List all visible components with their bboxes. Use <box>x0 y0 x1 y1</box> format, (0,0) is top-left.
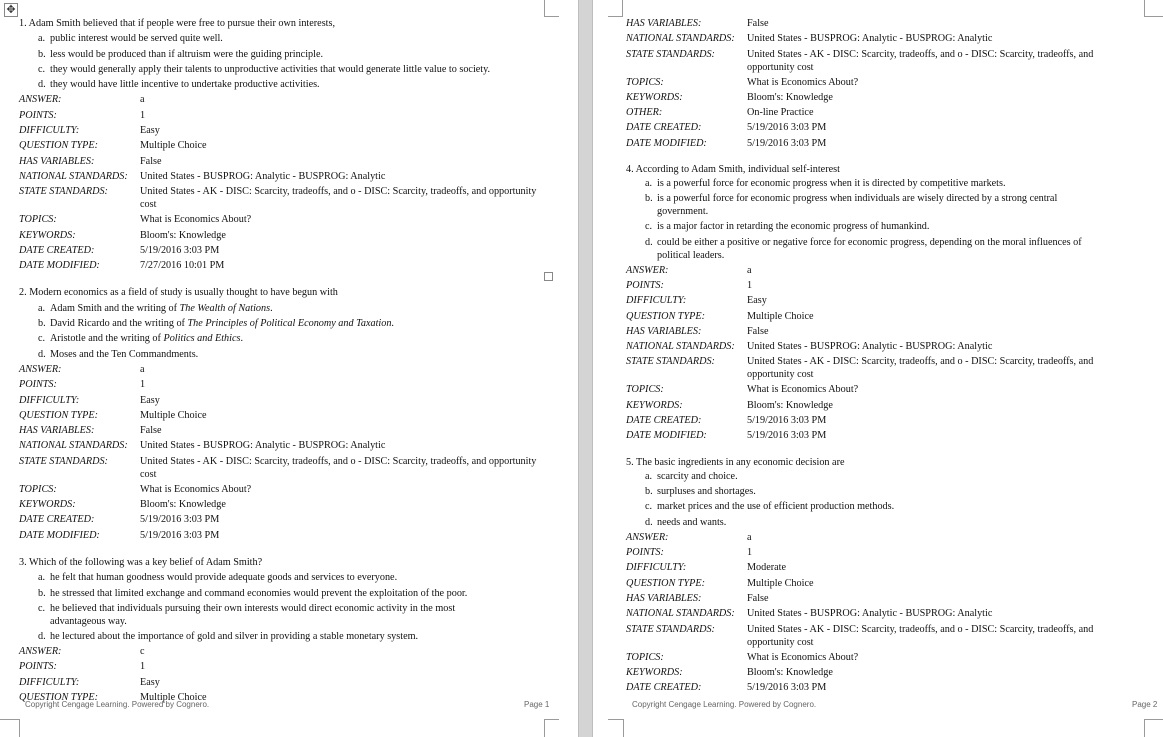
keywords-row: KEYWORDS: Bloom's: Knowledge <box>626 666 833 678</box>
points-row: POINTS: 1 <box>19 109 146 121</box>
date-created-row: DATE CREATED: 5/19/2016 3:03 PM <box>626 122 827 134</box>
choice-b: b. is a powerful force for economic progress when individuals are wisely directed by a strong central government. <box>645 193 1058 218</box>
footer-copyright: Copyright Cengage Learning. Powered by Cognero. <box>632 700 817 709</box>
choice-d: d. needs and wants. <box>645 516 727 528</box>
answer-row: ANSWER: c <box>19 646 145 658</box>
crop-mark-bottom-left <box>608 719 624 737</box>
points-row: POINTS: 1 <box>626 547 753 559</box>
date-modified-row: DATE MODIFIED: 7/27/2016 10:01 PM <box>19 260 225 272</box>
topics-row: TOPICS: What is Economics About? <box>626 651 859 663</box>
difficulty-row: DIFFICULTY: Easy <box>19 676 160 688</box>
question-type-row: QUESTION TYPE: Multiple Choice <box>19 691 207 703</box>
question-type-row: QUESTION TYPE: Multiple Choice <box>626 577 814 589</box>
national-standards-row: NATIONAL STANDARDS: United States - BUSPROG: Analytic - BUSPROG: Analytic <box>19 170 386 182</box>
choice-d: d. he lectured about the importance of gold and silver in providing a stable monetary system. <box>38 630 419 642</box>
difficulty-row: DIFFICULTY: Easy <box>626 295 767 307</box>
question-text: 4. According to Adam Smith, individual self-interest <box>626 164 840 176</box>
choice-b: b. he stressed that limited exchange and command economies would prevent the exploitation of the poor. <box>38 587 468 599</box>
page-gutter <box>578 0 593 737</box>
answer-row: ANSWER: a <box>626 264 752 276</box>
question-type-row: QUESTION TYPE: Multiple Choice <box>19 409 207 421</box>
has-variables-row: HAS VARIABLES: False <box>19 425 162 437</box>
state-standards-row: STATE STANDARDS: United States - AK - DISC: Scarcity, tradeoffs, and o - DISC: Scarcity, tradeoffs, and opportunity cost <box>19 186 537 211</box>
date-modified-row: DATE MODIFIED: 5/19/2016 3:03 PM <box>626 137 827 149</box>
question-type-row: QUESTION TYPE: Multiple Choice <box>626 310 814 322</box>
state-standards-row: STATE STANDARDS: United States - AK - DISC: Scarcity, tradeoffs, and o - DISC: Scarcity, tradeoffs, and opportunity cost <box>626 623 1094 648</box>
points-row: POINTS: 1 <box>19 379 146 391</box>
choice-a: a. is a powerful force for economic progress when it is directed by competitive markets. <box>645 178 1006 190</box>
date-created-row: DATE CREATED: 5/19/2016 3:03 PM <box>626 682 827 694</box>
topics-row: TOPICS: What is Economics About? <box>626 384 859 396</box>
difficulty-row: DIFFICULTY: Easy <box>19 394 160 406</box>
date-created-row: DATE CREATED: 5/19/2016 3:03 PM <box>19 244 220 256</box>
topics-row: TOPICS: What is Economics About? <box>19 214 252 226</box>
answer-row: ANSWER: a <box>626 531 752 543</box>
choice-d: d. they would have little incentive to undertake productive activities. <box>38 79 320 91</box>
question-3-continued <box>626 16 1136 151</box>
question-type-row: QUESTION TYPE: Multiple Choice <box>19 140 207 152</box>
national-standards-row: NATIONAL STANDARDS: United States - BUSPROG: Analytic - BUSPROG: Analytic <box>626 341 993 353</box>
choice-d: d. could be either a positive or negative force for economic progress, depending on the moral influences of political leaders. <box>645 236 1082 261</box>
document-page-2 <box>593 0 1163 737</box>
keywords-row: KEYWORDS: Bloom's: Knowledge <box>19 499 226 511</box>
choice-c: c. Aristotle and the writing of Politics and Ethics. <box>38 333 243 345</box>
national-standards-row: NATIONAL STANDARDS: United States - BUSPROG: Analytic - BUSPROG: Analytic <box>19 440 386 452</box>
has-variables-row: HAS VARIABLES: False <box>626 325 769 337</box>
keywords-row: KEYWORDS: Bloom's: Knowledge <box>19 229 226 241</box>
choice-c: c. is a major factor in retarding the economic progress of humankind. <box>645 221 930 233</box>
other-row: OTHER: On-line Practice <box>626 107 814 119</box>
answer-row: ANSWER: a <box>19 363 145 375</box>
choice-a: a. he felt that human goodness would provide adequate goods and services to everyone. <box>38 572 398 584</box>
question-text: 1. Adam Smith believed that if people were free to pursue their own interests, <box>19 18 336 29</box>
crop-mark-top-right <box>544 0 559 17</box>
footer-copyright: Copyright Cengage Learning. Powered by Cognero. <box>25 700 210 709</box>
date-created-row: DATE CREATED: 5/19/2016 3:03 PM <box>626 415 827 427</box>
question-text: 5. The basic ingredients in any economic decision are <box>626 456 845 468</box>
question-4 <box>626 163 1136 444</box>
keywords-row: KEYWORDS: Bloom's: Knowledge <box>626 91 833 103</box>
choice-d: d. Moses and the Ten Commandments. <box>38 348 199 360</box>
state-standards-row: STATE STANDARDS: United States - AK - DISC: Scarcity, tradeoffs, and o - DISC: Scarcity, tradeoffs, and opportunity cost <box>19 455 537 480</box>
choice-b: b. surpluses and shortages. <box>645 485 756 497</box>
footer-page-number: Page 2 <box>1132 700 1158 709</box>
has-variables-row: HAS VARIABLES: False <box>626 593 769 605</box>
question-1 <box>19 16 544 273</box>
crop-mark-bottom-right <box>544 719 559 737</box>
crop-mark-top-right <box>1144 0 1163 17</box>
answer-row: ANSWER: a <box>19 94 145 106</box>
choice-a: a. Adam Smith and the writing of The Wealth of Nations. <box>38 302 273 314</box>
footer-page-number: Page 1 <box>524 700 550 709</box>
crop-mark-top-left <box>608 0 623 17</box>
points-row: POINTS: 1 <box>626 279 753 291</box>
anchor-box[interactable] <box>544 272 553 281</box>
document-page-1 <box>0 0 578 737</box>
has-variables-row: HAS VARIABLES: False <box>19 155 162 167</box>
date-created-row: DATE CREATED: 5/19/2016 3:03 PM <box>19 514 220 526</box>
crop-mark-bottom-left <box>0 719 20 737</box>
topics-row: TOPICS: What is Economics About? <box>19 483 252 495</box>
date-modified-row: DATE MODIFIED: 5/19/2016 3:03 PM <box>626 430 827 442</box>
has-variables-row: HAS VARIABLES: False <box>626 18 769 29</box>
choice-c: c. he believed that individuals pursuing their own interests would direct economic activity in the most advantageous way. <box>38 602 456 627</box>
choice-b: b. David Ricardo and the writing of The Principles of Political Economy and Taxation. <box>38 318 394 330</box>
page-1-content <box>19 16 544 705</box>
question-2 <box>19 285 544 542</box>
national-standards-row: NATIONAL STANDARDS: United States - BUSPROG: Analytic - BUSPROG: Analytic <box>626 33 993 45</box>
topics-row: TOPICS: What is Economics About? <box>626 76 859 88</box>
choice-a: a. public interest would be served quite well. <box>38 33 223 45</box>
question-3 <box>19 555 544 705</box>
keywords-row: KEYWORDS: Bloom's: Knowledge <box>626 399 833 411</box>
difficulty-row: DIFFICULTY: Moderate <box>626 562 787 574</box>
question-5 <box>626 456 1136 696</box>
page-2-content <box>626 16 1136 696</box>
choice-a: a. scarcity and choice. <box>645 470 738 482</box>
points-row: POINTS: 1 <box>19 661 146 673</box>
date-modified-row: DATE MODIFIED: 5/19/2016 3:03 PM <box>19 529 220 541</box>
choice-b: b. less would be produced than if altruism were the guiding principle. <box>38 48 324 60</box>
move-handle-icon[interactable]: ✥ <box>4 3 18 17</box>
choice-c: c. market prices and the use of efficient production methods. <box>645 501 895 513</box>
question-text: 3. Which of the following was a key belief of Adam Smith? <box>19 556 263 568</box>
state-standards-row: STATE STANDARDS: United States - AK - DISC: Scarcity, tradeoffs, and o - DISC: Scarcity, tradeoffs, and opportunity cost <box>626 48 1094 73</box>
state-standards-row: STATE STANDARDS: United States - AK - DISC: Scarcity, tradeoffs, and o - DISC: Scarcity, tradeoffs, and opportunity cost <box>626 356 1094 381</box>
question-text: 2. Modern economics as a field of study is usually thought to have begun with <box>19 287 338 299</box>
difficulty-row: DIFFICULTY: Easy <box>19 125 160 137</box>
choice-c: c. they would generally apply their talents to unproductive activities that would generate little value to society. <box>38 63 491 75</box>
national-standards-row: NATIONAL STANDARDS: United States - BUSPROG: Analytic - BUSPROG: Analytic <box>626 608 993 620</box>
crop-mark-bottom-right <box>1144 719 1163 737</box>
